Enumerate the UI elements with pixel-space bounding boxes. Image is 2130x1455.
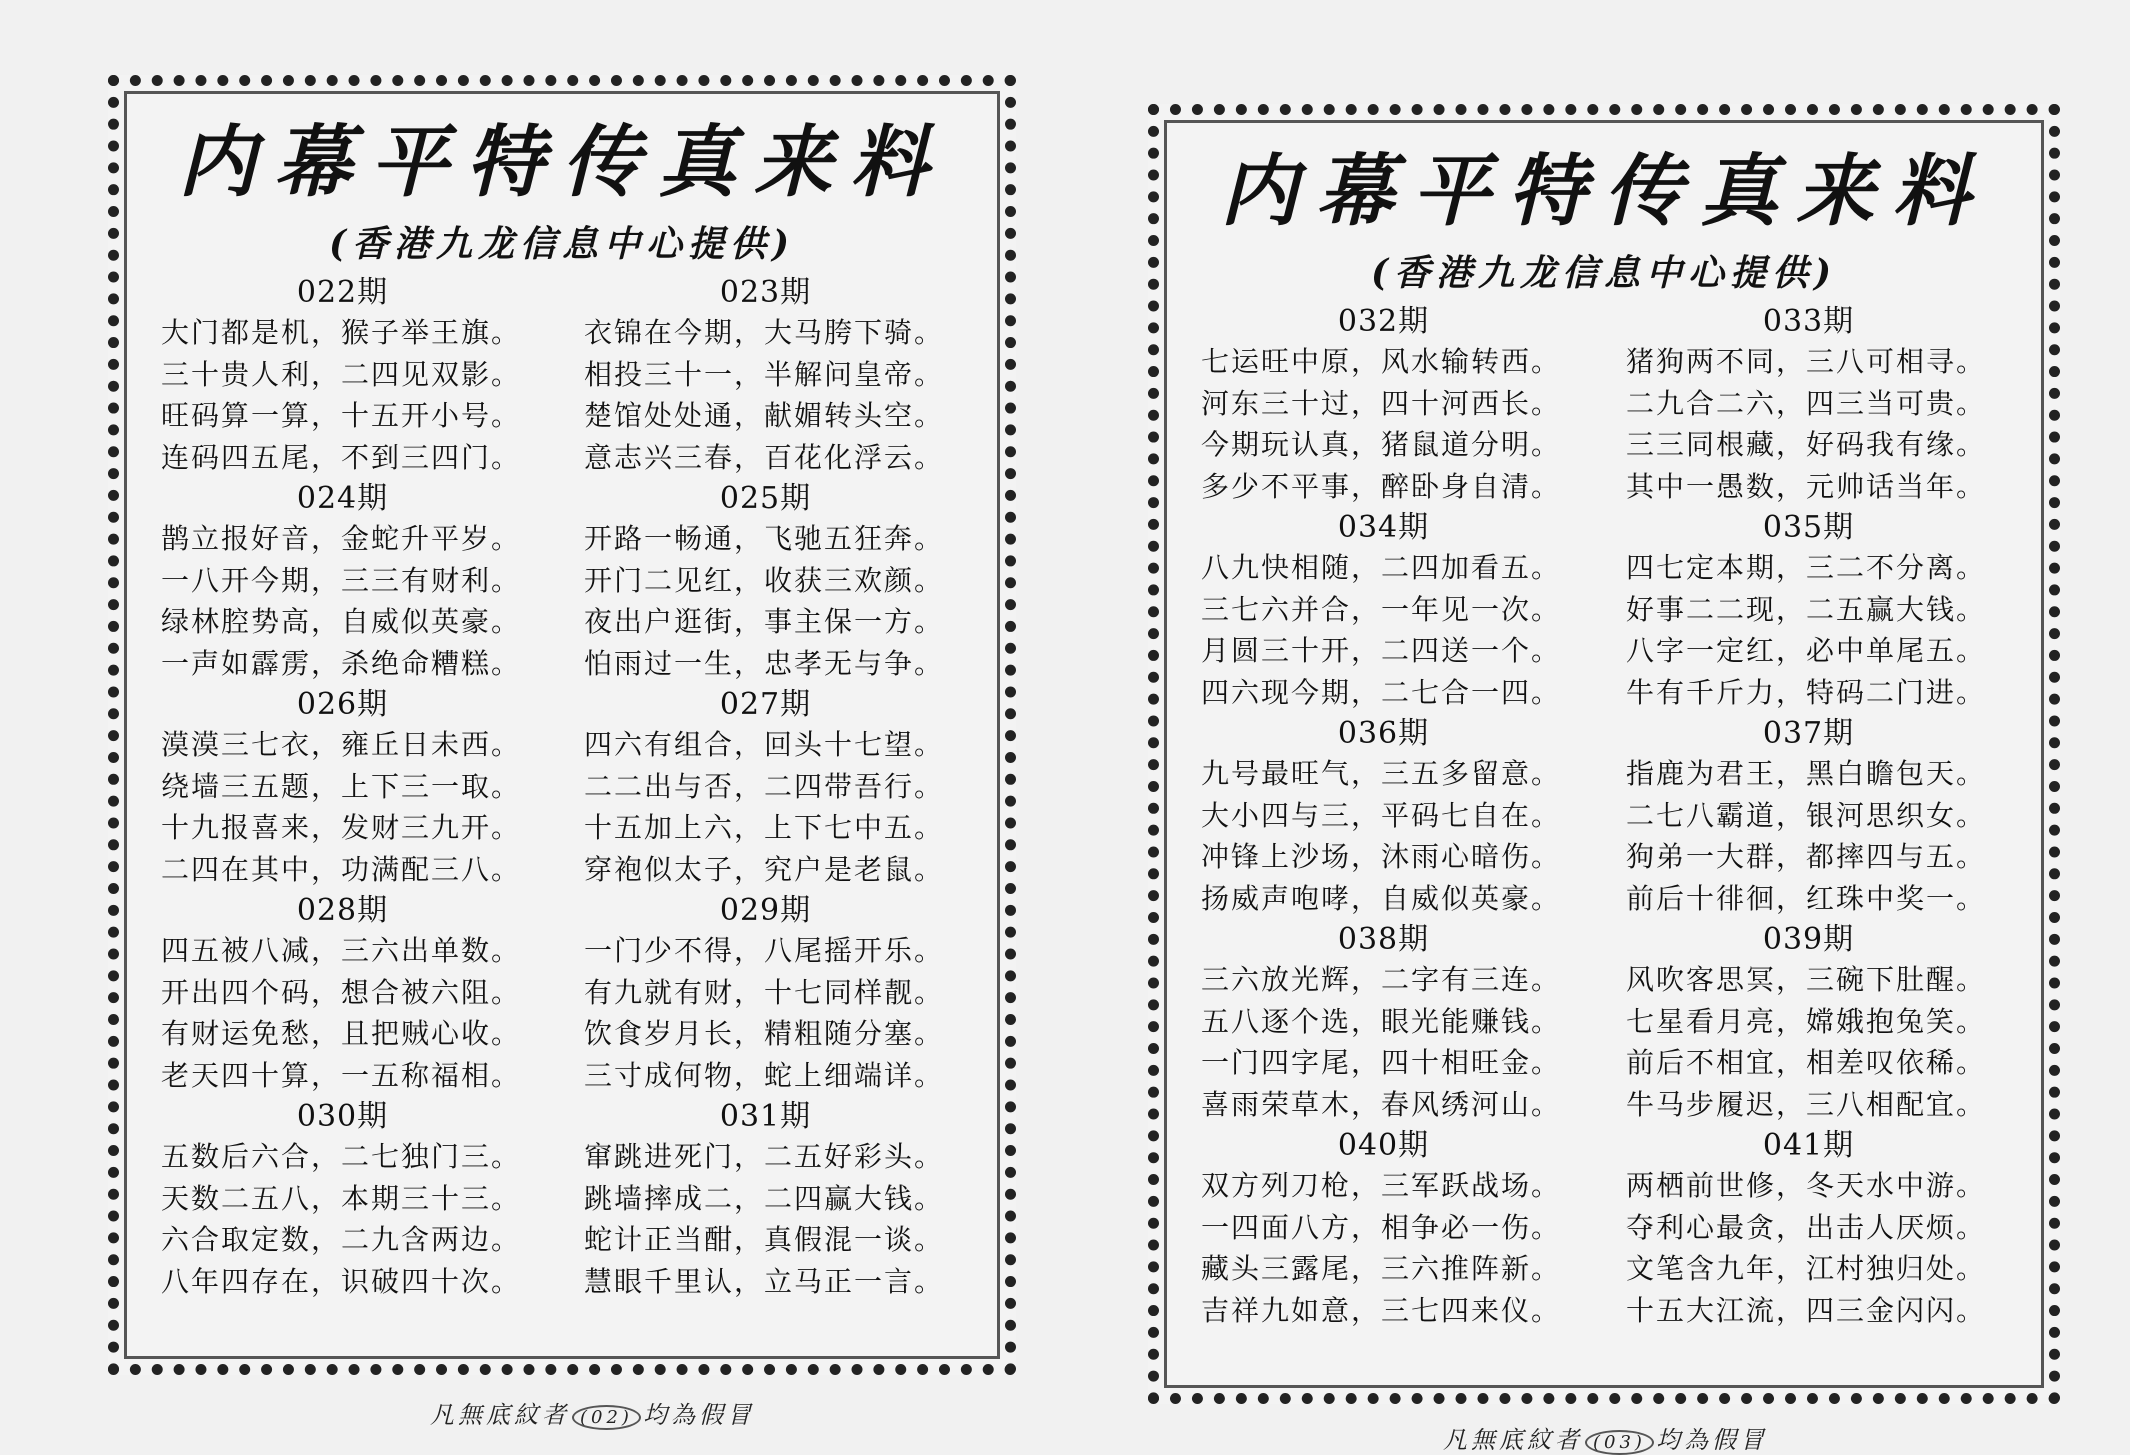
issue-block — [161, 1098, 564, 1302]
footer-note — [1443, 1420, 1768, 1455]
footer-text-pre: 凡無底紋者 — [1443, 1426, 1583, 1454]
issue-number: 028期 — [296, 893, 389, 928]
issue-number: 041期 — [1762, 1128, 1855, 1163]
verse-line: 四七定本期，三二不分离。 — [1626, 551, 1987, 584]
verse-line: 窜跳进死门，二五好彩头。 — [584, 1140, 945, 1173]
issue-block — [1201, 509, 1606, 713]
verse-line: 八年四存在，识破四十次。 — [161, 1264, 522, 1298]
page-subtitle: (香港九龙信息中心提供) — [328, 223, 796, 265]
verse-line: 今期玩认真，猪鼠道分明。 — [1201, 428, 1562, 461]
verse-line: 两栖前世修，冬天水中游。 — [1626, 1169, 1987, 1202]
issue-number: 031期 — [719, 1099, 812, 1134]
verse-line: 八九快相随，二四加看五。 — [1201, 551, 1562, 584]
verse-line: 三六放光辉，二字有三连。 — [1201, 963, 1562, 996]
verse-line: 开门二见红，收获三欢颜。 — [584, 563, 945, 597]
page-subtitle: (香港九龙信息中心提供) — [1370, 252, 1838, 294]
verse-line: 慧眼千里认，立马正一言。 — [584, 1264, 945, 1298]
page-number: (03) — [1585, 1430, 1654, 1455]
verse-line: 好事二二现，二五赢大钱。 — [1626, 592, 1987, 626]
issue-number: 025期 — [719, 481, 812, 516]
verse-line: 双方列刀枪，三军跃战场。 — [1201, 1169, 1562, 1202]
verse-line: 夺利心最贪，出击人厌烦。 — [1626, 1210, 1987, 1244]
verse-line: 老天四十算，一五称福相。 — [161, 1058, 522, 1092]
issue-block — [584, 480, 987, 684]
issue-number: 036期 — [1337, 716, 1430, 751]
verse-line: 相投三十一，半解问皇帝。 — [584, 357, 945, 391]
verse-line: 一门少不得，八尾摇开乐。 — [584, 934, 945, 967]
verse-line: 连码四五尾，不到三四门。 — [161, 440, 522, 474]
issue-block — [584, 686, 987, 890]
issue-number: 023期 — [719, 275, 812, 310]
verse-line: 三寸成何物，蛇上细端详。 — [584, 1058, 945, 1092]
verse-line: 文笔含九年，江村独归处。 — [1626, 1252, 1987, 1285]
issue-block — [1626, 509, 2031, 713]
verse-line: 月圆三十开，二四送一个。 — [1201, 634, 1562, 667]
verse-line: 指鹿为君王，黑白瞻包天。 — [1626, 757, 1987, 790]
verse-line: 饮食岁月长，精粗随分塞。 — [584, 1017, 945, 1050]
issue-number: 022期 — [296, 275, 389, 310]
verse-line: 十五大江流，四三金闪闪。 — [1626, 1293, 1987, 1327]
footer-text-pre: 凡無底紋者 — [430, 1401, 570, 1429]
issue-number: 024期 — [296, 481, 389, 516]
verse-line: 三七六并合，一年见一次。 — [1201, 592, 1562, 626]
verse-line: 七运旺中原，风水输转西。 — [1201, 345, 1562, 378]
verse-line: 开出四个码，想合被六阻。 — [161, 975, 522, 1009]
verse-line: 衣锦在今期，大马胯下骑。 — [584, 316, 945, 349]
verse-line: 一门四字尾，四十相旺金。 — [1201, 1046, 1562, 1079]
verse-line: 意志兴三春，百花化浮云。 — [584, 440, 945, 474]
verse-line: 九号最旺气，三五多留意。 — [1201, 757, 1562, 790]
verse-line: 七星看月亮，嫦娥抱兔笑。 — [1626, 1004, 1987, 1038]
verse-line: 夜出户逛街，事主保一方。 — [584, 605, 945, 638]
page-title: 内幕平特传真来料 — [177, 117, 946, 208]
verse-line: 六合取定数，二九含两边。 — [161, 1223, 522, 1256]
footer-note — [430, 1395, 755, 1430]
verse-line: 蛇计正当酣，真假混一谈。 — [584, 1223, 945, 1256]
verse-line: 开路一畅通，飞驰五狂奔。 — [584, 522, 945, 555]
verse-line: 牛马步履迟，三八相配宜。 — [1626, 1087, 1987, 1121]
verse-line: 旺码算一算，十五开小号。 — [161, 399, 522, 432]
verse-line: 二四在其中，功满配三八。 — [161, 852, 522, 886]
verse-line: 绕墙三五题，上下三一取。 — [161, 769, 522, 803]
verse-line: 三三同根藏，好码我有缘。 — [1626, 428, 1987, 461]
verse-line: 绿林腔势高，自威似英豪。 — [161, 605, 522, 638]
verse-line: 五数后六合，二七独门三。 — [161, 1140, 522, 1173]
issue-block — [1626, 715, 2031, 919]
issue-number: 033期 — [1762, 304, 1855, 339]
issue-block — [161, 480, 564, 684]
verse-line: 大门都是机，猴子举王旗。 — [161, 316, 522, 349]
issue-number: 029期 — [719, 893, 812, 928]
issue-block — [161, 274, 564, 478]
verse-line: 三十贵人利，二四见双影。 — [161, 357, 522, 391]
verse-line: 二九合二六，四三当可贵。 — [1626, 386, 1987, 420]
issue-number: 035期 — [1762, 510, 1855, 545]
issue-number: 034期 — [1337, 510, 1430, 545]
issue-number: 038期 — [1337, 922, 1430, 957]
verse-line: 怕雨过一生，忠孝无与争。 — [584, 646, 945, 680]
verse-line: 其中一愚数，元帅话当年。 — [1626, 469, 1987, 503]
verse-line: 有九就有财，十七同样靓。 — [584, 975, 945, 1009]
verse-line: 四六有组合，回头十七望。 — [584, 728, 945, 761]
verse-line: 四五被八减，三六出单数。 — [161, 934, 522, 967]
issue-block — [584, 1098, 987, 1302]
issue-grid — [1201, 303, 2031, 1331]
issue-number: 032期 — [1337, 304, 1430, 339]
verse-line: 喜雨荣草木，春风绣河山。 — [1201, 1087, 1562, 1121]
issue-block — [1626, 1127, 2031, 1331]
issue-block — [161, 686, 564, 890]
page-number: (02) — [572, 1405, 641, 1430]
verse-line: 冲锋上沙场，沐雨心暗伤。 — [1201, 840, 1562, 873]
issue-block — [1626, 921, 2031, 1125]
verse-line: 牛有千斤力，特码二门进。 — [1626, 675, 1987, 709]
verse-line: 狗弟一大群，都摔四与五。 — [1626, 840, 1987, 873]
verse-line: 河东三十过，四十河西长。 — [1201, 386, 1562, 420]
verse-line: 前后不相宜，相差叹依稀。 — [1626, 1046, 1987, 1079]
verse-line: 一声如霹雳，杀绝命糟糕。 — [161, 646, 522, 680]
page-title: 内幕平特传真来料 — [1219, 146, 1988, 237]
issue-number: 030期 — [296, 1099, 389, 1134]
footer-text-post: 均為假冒 — [1655, 1426, 1768, 1454]
left-page — [108, 75, 1016, 1375]
issue-number: 039期 — [1762, 922, 1855, 957]
verse-line: 五八逐个选，眼光能赚钱。 — [1201, 1004, 1562, 1038]
verse-line: 大小四与三，平码七自在。 — [1201, 798, 1562, 832]
verse-line: 二二出与否，二四带吾行。 — [584, 769, 945, 803]
verse-line: 楚馆处处通，献媚转头空。 — [584, 399, 945, 432]
issue-number: 027期 — [719, 687, 812, 722]
issue-block — [584, 892, 987, 1096]
verse-line: 吉祥九如意，三七四来仪。 — [1201, 1293, 1562, 1327]
verse-line: 跳墙摔成二，二四赢大钱。 — [584, 1181, 945, 1215]
verse-line: 多少不平事，醉卧身自清。 — [1201, 469, 1562, 503]
issue-number: 037期 — [1762, 716, 1855, 751]
issue-block — [1201, 303, 1606, 507]
verse-line: 漠漠三七衣，雍丘日未西。 — [161, 728, 522, 761]
verse-line: 藏头三露尾，三六推阵新。 — [1201, 1252, 1562, 1285]
issue-grid — [161, 274, 987, 1302]
issue-block — [1626, 303, 2031, 507]
verse-line: 前后十徘徊，红珠中奖一。 — [1626, 881, 1987, 915]
verse-line: 鹊立报好音，金蛇升平岁。 — [161, 522, 522, 555]
verse-line: 四六现今期，二七合一四。 — [1201, 675, 1562, 709]
verse-line: 十九报喜来，发财三九开。 — [161, 811, 522, 844]
verse-line: 扬威声咆哮，自威似英豪。 — [1201, 881, 1562, 915]
verse-line: 穿袍似太子，究户是老鼠。 — [584, 852, 945, 886]
verse-line: 风吹客思冥，三碗下肚醒。 — [1626, 963, 1987, 996]
verse-line: 八字一定红，必中单尾五。 — [1626, 634, 1987, 667]
verse-line: 天数二五八，本期三十三。 — [161, 1181, 522, 1215]
issue-block — [161, 892, 564, 1096]
issue-number: 026期 — [296, 687, 389, 722]
issue-number: 040期 — [1337, 1128, 1430, 1163]
verse-line: 十五加上六，上下七中五。 — [584, 811, 945, 844]
verse-line: 一四面八方，相争必一伤。 — [1201, 1210, 1562, 1244]
footer-text-post: 均為假冒 — [642, 1401, 755, 1429]
verse-line: 一八开今期，三三有财利。 — [161, 563, 522, 597]
issue-block — [1201, 715, 1606, 919]
verse-line: 猪狗两不同，三八可相寻。 — [1626, 345, 1987, 378]
issue-block — [1201, 1127, 1606, 1331]
issue-block — [584, 274, 987, 478]
verse-line: 二七八霸道，银河思织女。 — [1626, 798, 1987, 832]
verse-line: 有财运免愁，且把贼心收。 — [161, 1017, 522, 1050]
issue-block — [1201, 921, 1606, 1125]
right-page — [1148, 104, 2060, 1404]
